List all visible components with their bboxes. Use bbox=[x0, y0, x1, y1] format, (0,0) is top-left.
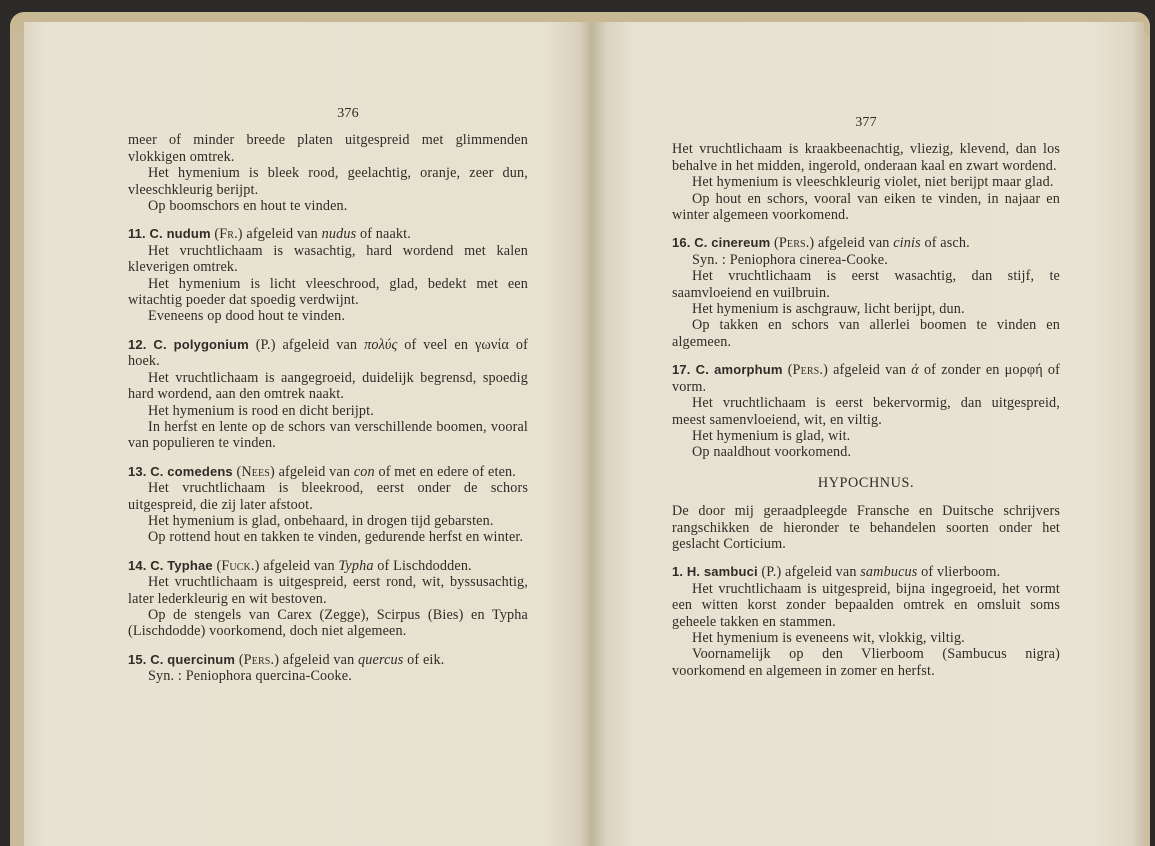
paragraph: Op naaldhout voorkomend. bbox=[692, 444, 852, 461]
paragraph: Het vruchtlichaam is bleekrood, eerst onder de schors uitgespreid, die zij later afstoot. bbox=[128, 480, 528, 513]
species-entry bbox=[672, 235, 1060, 350]
paragraph: Het hymenium is glad, onbehaard, in drogen tijd gebarsten. bbox=[148, 512, 494, 529]
derivation-prefix: afgeleid van bbox=[785, 564, 861, 581]
paragraph: Op boomschors en hout te vinden. bbox=[148, 198, 348, 215]
paragraph: Op hout en schors, vooral van eiken te vinden, in najaar en winter algemeen voorkomend. bbox=[672, 190, 1060, 224]
paragraph: Syn. : Peniophora cinerea-Cooke. bbox=[692, 251, 888, 268]
species-entry bbox=[128, 652, 528, 685]
species-name: C. Typhae bbox=[150, 557, 213, 573]
species-heading bbox=[128, 464, 528, 480]
species-entry bbox=[128, 337, 528, 452]
species-name: C. nudum bbox=[149, 226, 211, 242]
section-intro: De door mij geraadpleegde Fransche en Duitsche schrijvers rangschikken de hieronder te behandelen soorten onder het geslacht Corticium. bbox=[672, 503, 1060, 552]
entry-number: 12. bbox=[128, 336, 147, 352]
species-name: C. cinereum bbox=[694, 235, 771, 251]
etymology-word: quercus bbox=[358, 651, 404, 668]
derivation-prefix: afgeleid van bbox=[282, 651, 359, 668]
paragraph: Het vruchtlichaam is uitgespreid, eerst rond, wit, byssusachtig, later lederkleurig en wit bestoven. bbox=[128, 574, 528, 607]
etymology-word: con bbox=[353, 463, 375, 480]
species-entry bbox=[672, 564, 1060, 679]
etymology-word: sambucus bbox=[860, 564, 918, 581]
author: (P.) bbox=[761, 564, 782, 581]
etymology-word: πολύς bbox=[364, 336, 398, 353]
intro-text bbox=[128, 132, 528, 214]
species-heading bbox=[128, 558, 528, 574]
paragraph: Syn. : Peniophora quercina-Cooke. bbox=[148, 668, 352, 685]
paragraph: Het hymenium is vleeschkleurig violet, niet berijpt maar glad. bbox=[692, 174, 1054, 191]
derivation-suffix: of eik. bbox=[403, 651, 445, 668]
derivation-prefix: afgeleid van bbox=[246, 226, 322, 243]
author: (Fr.) bbox=[214, 226, 243, 243]
paragraph: Voornamelijk op den Vlierboom (Sambucus nigra) voorkomend en algemeen in zomer en herfst. bbox=[672, 646, 1060, 679]
derivation-prefix: afgeleid van bbox=[833, 362, 912, 379]
left-page bbox=[24, 22, 592, 846]
etymology-word: ἀ bbox=[911, 362, 919, 379]
species-name: C. quercinum bbox=[150, 651, 236, 667]
paragraph: Het hymenium is rood en dicht berijpt. bbox=[148, 402, 374, 419]
author: (Pers.) bbox=[238, 651, 280, 668]
section-title: HYPOCHNUS. bbox=[817, 474, 915, 491]
derivation-suffix: of veel en γωνία of hoek. bbox=[128, 336, 528, 370]
entry-number: 17. bbox=[672, 362, 691, 378]
species-entry bbox=[128, 226, 528, 324]
species-name: C. comedens bbox=[150, 463, 233, 479]
paragraph: Op de stengels van Carex (Zegge), Scirpus (Bies) en Typha (Lischdodde) voorkomend, doch niet algemeen. bbox=[128, 606, 528, 640]
derivation-suffix: of asch. bbox=[920, 235, 970, 252]
derivation-suffix: of Lischdodden. bbox=[373, 557, 472, 574]
paragraph: Het hymenium is eveneens wit, vlokkig, viltig. bbox=[692, 629, 965, 646]
page-number: 377 bbox=[855, 115, 877, 130]
derivation-prefix: afgeleid van bbox=[282, 336, 365, 353]
entry-number: 13. bbox=[128, 463, 147, 479]
species-name: C. polygonium bbox=[153, 336, 249, 352]
entry-number: 11. bbox=[128, 226, 146, 242]
paragraph: Het vruchtlichaam is eerst wasachtig, dan stijf, te saamvloeiend en vuilbruin. bbox=[672, 268, 1060, 301]
paragraph: Het vruchtlichaam is kraakbeenachtig, vliezig, klevend, dan los behalve in het midden, ingerold, onderaan kaal en zwart wordend. bbox=[672, 141, 1060, 174]
derivation-prefix: afgeleid van bbox=[278, 463, 354, 480]
paragraph: Eveneens op dood hout te vinden. bbox=[148, 308, 346, 325]
species-heading bbox=[128, 652, 528, 668]
entries-list bbox=[128, 226, 528, 684]
derivation-prefix: afgeleid van bbox=[818, 235, 894, 252]
paragraph: Het vruchtlichaam is aangegroeid, duidelijk begrensd, spoedig hard wordend, aan den omtrek naakt. bbox=[128, 369, 528, 403]
author: (Nees) bbox=[236, 463, 275, 480]
derivation-suffix: of vlierboom. bbox=[917, 564, 1001, 581]
paragraph: Het vruchtlichaam is uitgespreid, bijna ingegroeid, het vormt een witten korst zonder bepaalden omtrek en omsluit soms geheele takken en stammen. bbox=[672, 580, 1060, 630]
species-entry bbox=[128, 464, 528, 546]
species-heading bbox=[672, 235, 1060, 251]
etymology-word: nudus bbox=[321, 226, 357, 243]
derivation-suffix: of met en edere of eten. bbox=[374, 463, 516, 480]
entry-number: 15. bbox=[128, 651, 147, 667]
paragraph: Het vruchtlichaam is wasachtig, hard wordend met kalen kleverigen omtrek. bbox=[128, 242, 528, 276]
species-heading bbox=[128, 226, 528, 242]
species-heading bbox=[672, 564, 1060, 580]
etymology-word: Typha bbox=[338, 557, 374, 574]
paragraph: In herfst en lente op de schors van verschillende boomen, vooral van populieren te vinden. bbox=[128, 418, 528, 452]
entry-number: 14. bbox=[128, 557, 147, 573]
species-name: H. sambuci bbox=[686, 564, 758, 580]
derivation-suffix: of naakt. bbox=[356, 226, 411, 243]
paragraph: Het hymenium is bleek rood, geelachtig, oranje, zeer dun, vleeschkleurig berijpt. bbox=[128, 165, 528, 198]
species-entry bbox=[128, 558, 528, 640]
author: (Pers.) bbox=[774, 235, 815, 252]
species-heading bbox=[672, 362, 1060, 395]
entry-number: 1. bbox=[672, 564, 684, 580]
paragraph: Het hymenium is licht vleeschrood, glad, bedekt met een witachtig poeder dat spoedig verdwijnt. bbox=[128, 275, 528, 309]
paragraph: Op takken en schors van allerlei boomen te vinden en algemeen. bbox=[672, 317, 1060, 350]
paragraph: Op rottend hout en takken te vinden, gedurende herfst en winter. bbox=[148, 529, 524, 546]
entries-list bbox=[672, 564, 1060, 679]
paragraph: Het hymenium is aschgrauw, licht berijpt, dun. bbox=[692, 301, 965, 318]
author: (Fuck.) bbox=[216, 557, 260, 574]
derivation-suffix: of zonder en μορφή of vorm. bbox=[672, 362, 1061, 395]
paragraph: Het hymenium is glad, wit. bbox=[692, 427, 851, 444]
entry-number: 16. bbox=[672, 235, 691, 251]
page-number: 376 bbox=[337, 106, 359, 121]
open-book bbox=[10, 12, 1150, 846]
paragraph: meer of minder breede platen uitgespreid met glimmenden vlokkigen omtrek. bbox=[128, 132, 528, 165]
etymology-word: cinis bbox=[893, 235, 921, 252]
species-name: C. amorphum bbox=[695, 362, 783, 378]
right-page bbox=[592, 22, 1144, 846]
page-edges-left bbox=[10, 30, 24, 846]
entries-list bbox=[672, 235, 1060, 460]
author: (P.) bbox=[255, 336, 276, 353]
species-entry bbox=[672, 362, 1060, 460]
intro-text bbox=[672, 141, 1060, 223]
derivation-prefix: afgeleid van bbox=[263, 557, 339, 574]
paragraph: Het vruchtlichaam is eerst bekervormig, dan uitgespreid, meest samenvloeiend, wit, en viltig. bbox=[672, 395, 1060, 428]
author: (Pers.) bbox=[787, 362, 828, 379]
species-heading bbox=[128, 337, 528, 370]
